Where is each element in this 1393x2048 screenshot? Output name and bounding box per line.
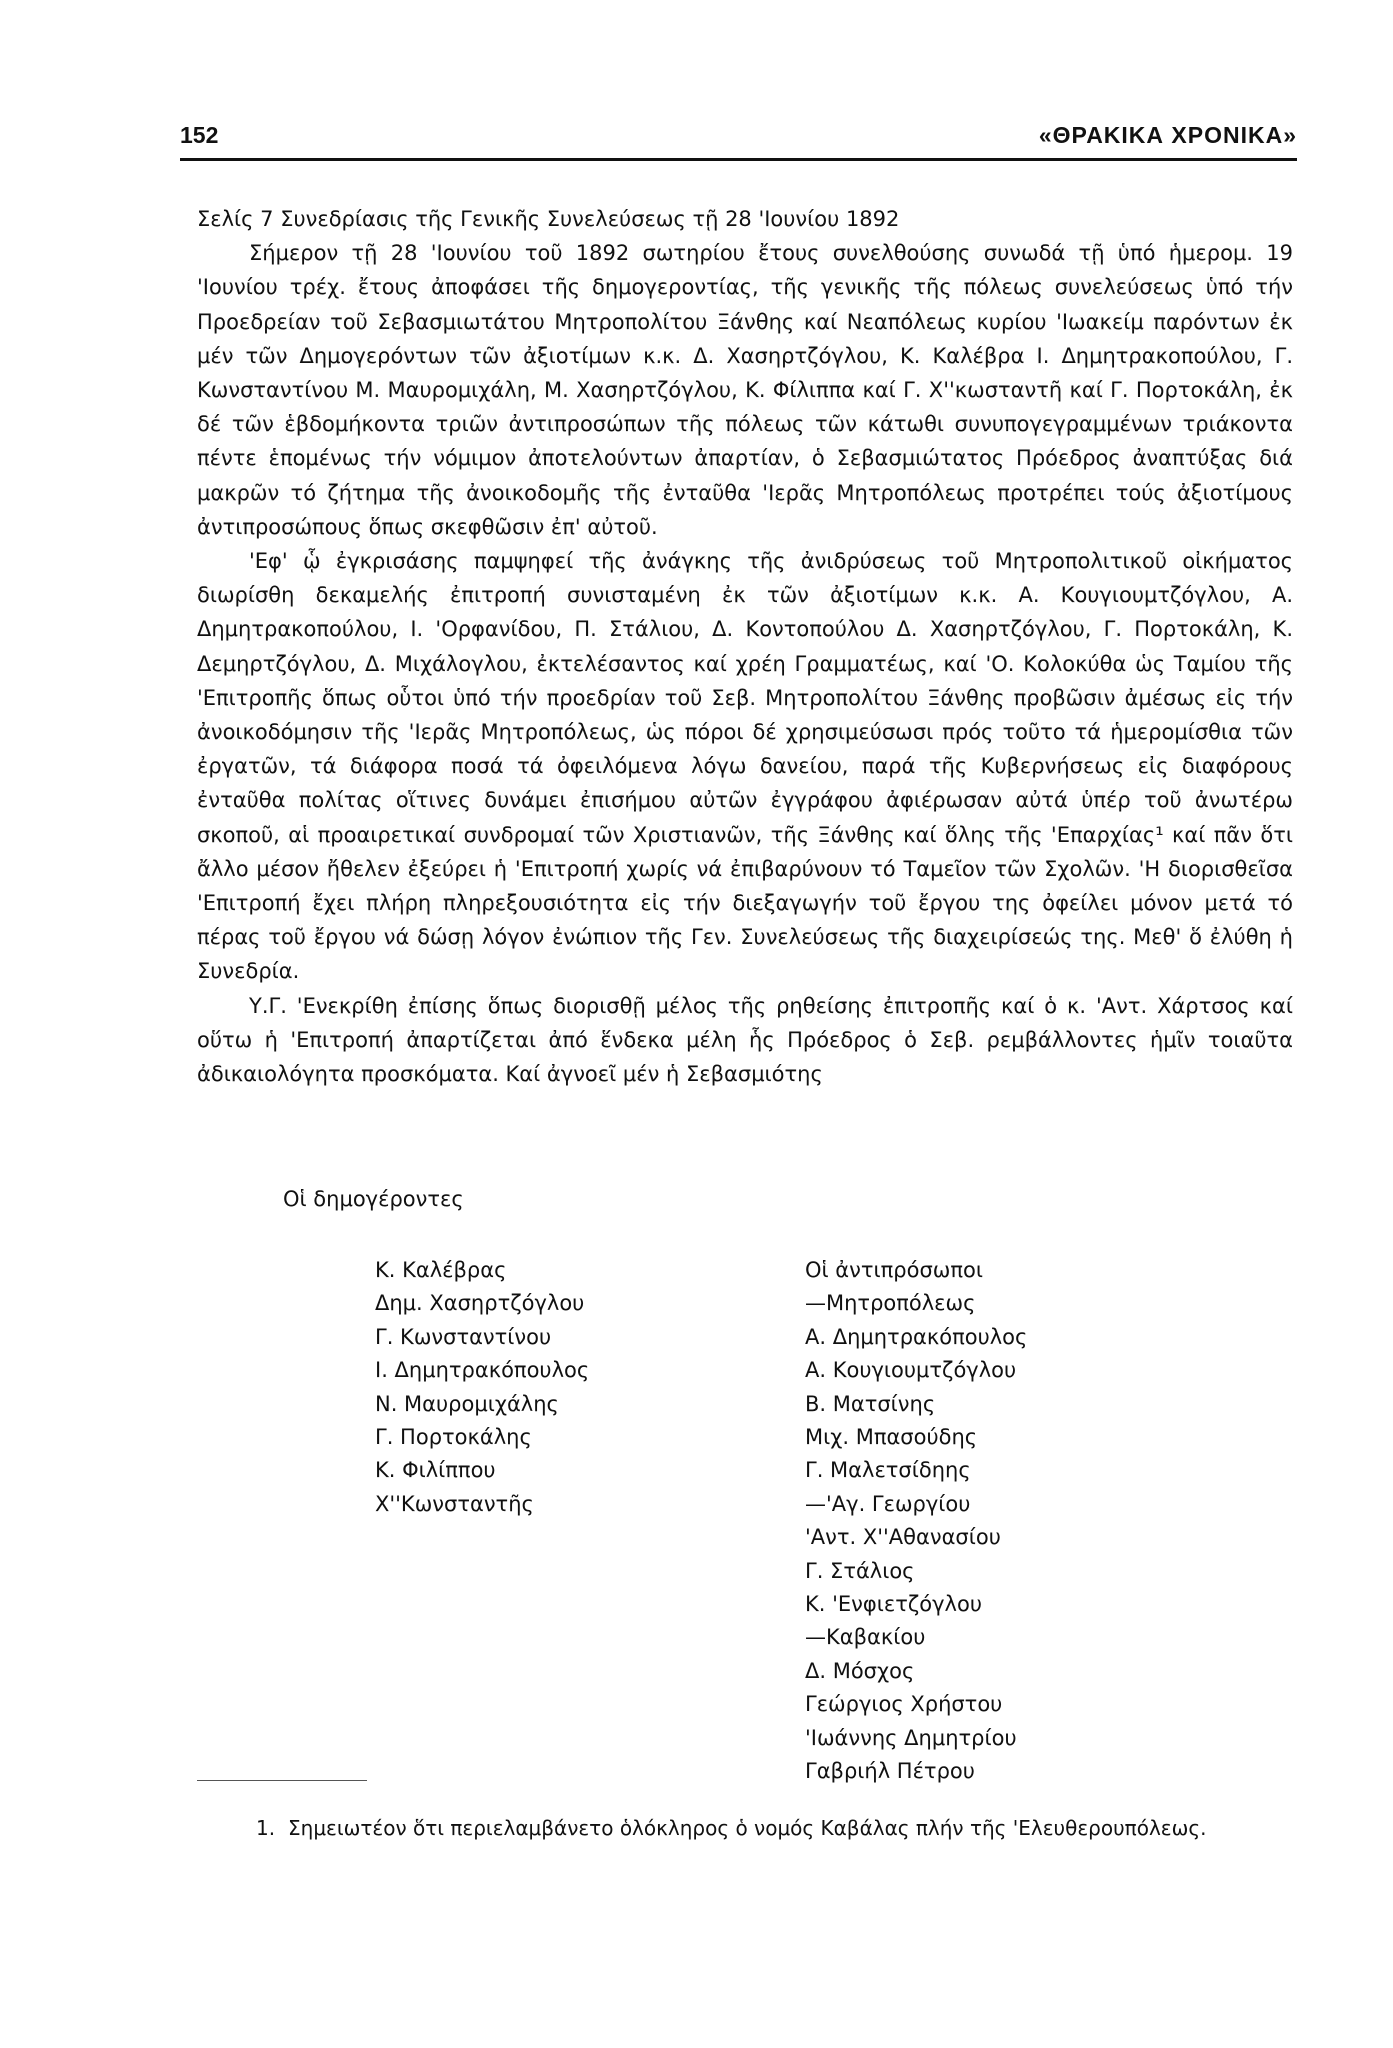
main-text <box>197 202 1293 1091</box>
paragraph-3: Υ.Γ. 'Ενεκρίθη ἐπίσης ὅπως διορισθῇ μέλος τῆς ρηθείσης ἐπιτροπῆς καί ὁ κ. 'Αντ. Χάρτσος καί οὕτω ἡ 'Επιτροπή ἀπαρτίζεται ἀπό ἕνδεκα μέλη ἧς Πρόεδρος ὁ Σεβ. ρεμβάλλοντες ἡμῖν τοιαῦτα ἀδικαιολόγητα προσκόματα. Καί ἀγνοεῖ μέν ἡ Σεβασμιότης <box>197 993 1293 1087</box>
signature-item: Κ. Φιλίππου <box>375 1458 496 1483</box>
page-header <box>180 122 1297 161</box>
signature-item: —'Αγ. Γεωργίου <box>805 1491 971 1516</box>
signature-item: Δημ. Χασηρτζόγλου <box>375 1291 585 1316</box>
signature-item: —Καβακίου <box>805 1625 926 1650</box>
demogerontes-list <box>375 1254 589 1521</box>
signature-item: Μιχ. Μπασούδης <box>805 1425 978 1450</box>
signature-item: 'Ιωάννης Δημητρίου <box>805 1725 1017 1750</box>
signature-item: Γ. Στάλιος <box>805 1558 915 1583</box>
section-heading: Σελίς 7 Συνεδρίασις τῆς Γενικῆς Συνελεύσεως τῇ 28 'Ιουνίου 1892 <box>197 207 900 231</box>
running-title: «ΘΡΑΚΙΚΑ ΧΡΟΝΙΚΑ» <box>1038 122 1297 148</box>
footnote-text: Σημειωτέον ὅτι περιελαμβάνετο ὁλόκληρος ὁ νομός Καβάλας πλήν τῆς 'Ελευθερουπόλεως. <box>288 1816 1207 1840</box>
signature-item: Χ''Κωνσταντῆς <box>375 1491 534 1516</box>
signature-item: Γεώργιος Χρήστου <box>805 1692 1003 1717</box>
footnote-divider <box>197 1780 367 1781</box>
signature-item: 'Αντ. Χ''Αθανασίου <box>805 1525 1001 1550</box>
signatories-label: Οἱ δημογέροντες <box>283 1187 464 1211</box>
representatives-list <box>805 1254 1027 1789</box>
paragraph-1: Σήμερον τῇ 28 'Ιουνίου τοῦ 1892 σωτηρίου ἔτους συνελθούσης συνωδά τῇ ὑπό ἡμερομ. 19 'Ιουνίου τρέχ. ἔτους ἀποφάσει τῆς δημογεροντίας, τῆς γενικῆς τῆς πόλεως συνελεύσεως ὑπό τήν Προεδρείαν τοῦ Σεβασμιωτάτου Μητροπολίτου Ξάνθης καί Νεαπόλεως κυρίου 'Ιωακείμ παρόντων ἐκ μέν τῶν Δημογερόντων τῶν ἀξιοτίμων κ.κ. Δ. Χασηρτζόγλου, Κ. Καλέβρα Ι. Δημητρακοπούλου, Γ. Κωνσταντίνου Μ. Μαυρομιχάλη, Μ. Χασηρτζόγλου, Κ. Φίλιππα καί Γ. Χ''κωσταντῆ καί Γ. Πορτοκάλη, ἐκ δέ τῶν ἑβδομήκοντα τριῶν ἀντιπροσώπων τῆς πόλεως τῶν κάτωθι συνυπογεγραμμένων τριάκοντα πέντε ἑπομένως τήν νόμιμον ἀποτελούντων ἀπαρτίαν, ὁ Σεβασμιώτατος Πρόεδρος ἀναπτύξας διά μακρῶν τό ζήτημα τῆς ἀνοικοδομῆς τῆς ἐνταῦθα 'Ιερᾶς Μητροπόλεως προτρέπει τούς ἀξιοτίμους ἀντιπροσώπους ὅπως σκεφθῶσιν ἐπ' αὐτοῦ. <box>197 241 1293 539</box>
footnote <box>258 1811 1298 1845</box>
signature-item: Α. Κουγιουμτζόγλου <box>805 1358 1017 1383</box>
paragraph-2: 'Εφ' ᾧ ἐγκρισάσης παμψηφεί τῆς ἀνάγκης τῆς ἀνιδρύσεως τοῦ Μητροπολιτικοῦ οἰκήματος διωρίσθη δεκαμελής ἐπιτροπή συνισταμένη ἐκ τῶν ἀξιοτίμων κ.κ. Α. Κουγιουμτζόγλου, Α. Δημητρακοπούλου, Ι. 'Ορφανίδου, Π. Στάλιου, Δ. Κοντοπούλου Δ. Χασηρτζόγλου, Γ. Πορτοκάλη, Κ. Δεμηρτζόγλου, Δ. Μιχάλογλου, ἐκτελέσαντος καί χρέη Γραμματέως, καί 'Ο. Κολοκύθα ὡς Ταμίου τῆς 'Επιτροπῆς ὅπως οὗτοι ὑπό τήν προεδρίαν τοῦ Σεβ. Μητροπολίτου Ξάνθης προβῶσιν ἀμέσως εἰς τήν ἀνοικοδόμησιν τῆς 'Ιερᾶς Μητροπόλεως, ὡς πόροι δέ χρησιμεύσωσι πρός τοῦτο τά ἡμερομίσθια τῶν ἐργατῶν, τά διάφορα ποσά τά ὀφειλόμενα λόγω δανείου, παρά τῆς Κυβερνήσεως εἰς διαφόρους ἐνταῦθα πολίτας οἵτινες δυνάμει ἐπισήμου αὐτῶν ἐγγράφου ἀφιέρωσαν αὐτά ὑπέρ τοῦ ἀνωτέρω σκοποῦ, αἱ προαιρετικαί συνδρομαί τῶν Χριστιανῶν, τῆς Ξάνθης καί ὅλης τῆς 'Επαρχίας¹ καί πᾶν ὅτι ἄλλο μέσον ἤθελεν ἐξεύρει ἡ 'Επιτροπή χωρίς νά ἐπιβαρύνουν τό Ταμεῖον τῶν Σχολῶν. 'Η διορισθεῖσα 'Επιτροπή ἔχει πλήρη πληρεξουσιότητα εἰς τήν διεξαγωγήν τοῦ ἔργου της ὀφείλει μόνον μετά τό πέρας τοῦ ἔργου νά δώσῃ λόγον ἐνώπιον τῆς Γεν. Συνελεύσεως τῆς διαχειρίσεώς της. Μεθ' ὅ ἐλύθη ἡ Συνεδρία. <box>197 549 1293 984</box>
signature-item: Ι. Δημητρακόπουλος <box>375 1358 590 1383</box>
signature-item: Κ. 'Ενφιετζόγλου <box>805 1592 982 1617</box>
signature-item: Γ. Μαλετσίδηης <box>805 1458 971 1483</box>
signature-item: Γ. Πορτοκάλης <box>375 1425 532 1450</box>
page-number: 152 <box>180 122 219 148</box>
signature-item: Β. Ματσίνης <box>805 1391 936 1416</box>
signature-item: Γ. Κωνσταντίνου <box>375 1324 552 1349</box>
signature-item: Δ. Μόσχος <box>805 1658 915 1683</box>
signature-item: —Μητροπόλεως <box>805 1291 976 1316</box>
footnote-mark: 1. <box>256 1816 276 1840</box>
signature-item: Οἱ ἀντιπρόσωποι <box>805 1258 983 1282</box>
signature-item: Α. Δημητρακόπουλος <box>805 1324 1028 1349</box>
signature-item: Γαβριήλ Πέτρου <box>805 1759 975 1784</box>
signature-item: Κ. Καλέβρας <box>375 1258 507 1282</box>
signature-item: Ν. Μαυρομιχάλης <box>375 1391 559 1416</box>
